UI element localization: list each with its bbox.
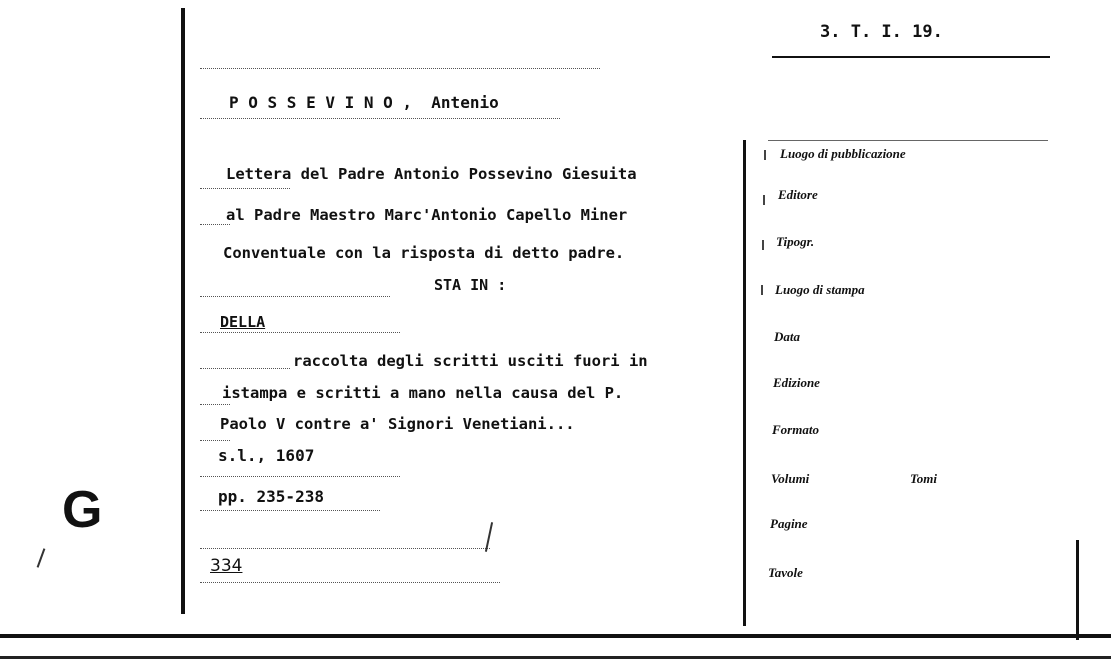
- shelfmark-underline: [772, 56, 1050, 58]
- author-heading: P O S S E V I N O , Antenio: [229, 93, 499, 112]
- pages: pp. 235-238: [218, 487, 324, 506]
- column-tick: [763, 195, 765, 205]
- right-edge-mark: [1076, 540, 1079, 640]
- field-tomi: Tomi: [910, 471, 937, 486]
- hole-punch-arc: [0, 30, 20, 110]
- field-tavole: Tavole: [768, 565, 803, 580]
- field-column-rule: [743, 140, 746, 626]
- field-luogo-pubblicazione: Luogo di pubblicazione: [780, 146, 906, 161]
- guide-line: [200, 404, 230, 405]
- imprint: s.l., 1607: [218, 446, 315, 465]
- sta-in-label: STA IN :: [434, 276, 507, 294]
- guide-line: [200, 68, 600, 69]
- field-luogo-stampa: Luogo di stampa: [775, 282, 865, 297]
- guide-line: [200, 118, 560, 119]
- della-label: DELLA: [220, 313, 266, 331]
- left-margin-rule: [181, 8, 185, 614]
- field-volumi: Volumi: [771, 471, 810, 486]
- handwritten-number: 334: [210, 556, 243, 576]
- guide-line: [200, 332, 400, 333]
- collection-line-1: raccolta degli scritti usciti fuori in: [293, 352, 648, 370]
- field-editore: Editore: [778, 187, 818, 202]
- title-line-2: al Padre Maestro Marc'Antonio Capello Miner: [226, 206, 628, 224]
- card-bottom-edge-2: [0, 656, 1111, 659]
- shelfmark: 3. T. I. 19.: [820, 22, 943, 42]
- title-line-3: Conventuale con la risposta di detto padre.: [223, 244, 625, 262]
- field-data: Data: [774, 329, 800, 344]
- column-tick: [764, 150, 766, 160]
- guide-line: [200, 476, 400, 477]
- field-top-rule: [768, 140, 1048, 141]
- collection-line-3: Paolo V contre a' Signori Venetiani...: [220, 415, 575, 433]
- field-tipogr: Tipogr.: [776, 234, 815, 249]
- column-tick: [761, 285, 763, 295]
- column-tick: [762, 240, 764, 250]
- stamp-letter: G: [62, 481, 103, 539]
- guide-line: [200, 188, 290, 189]
- guide-line: [200, 510, 380, 511]
- field-pagine: Pagine: [770, 516, 808, 531]
- guide-line: [200, 440, 230, 441]
- guide-line: [200, 582, 500, 583]
- card-bottom-edge: [0, 634, 1111, 638]
- title-line-1: Lettera del Padre Antonio Possevino Giesuita: [226, 165, 637, 183]
- guide-line: [200, 296, 390, 297]
- field-edizione: Edizione: [773, 375, 820, 390]
- collection-line-2: istampa e scritti a mano nella causa del P.: [222, 384, 624, 402]
- guide-line: [200, 368, 290, 369]
- guide-line: [200, 224, 230, 225]
- guide-line: [200, 548, 490, 549]
- field-formato: Formato: [772, 422, 819, 437]
- pen-tick: [37, 548, 46, 567]
